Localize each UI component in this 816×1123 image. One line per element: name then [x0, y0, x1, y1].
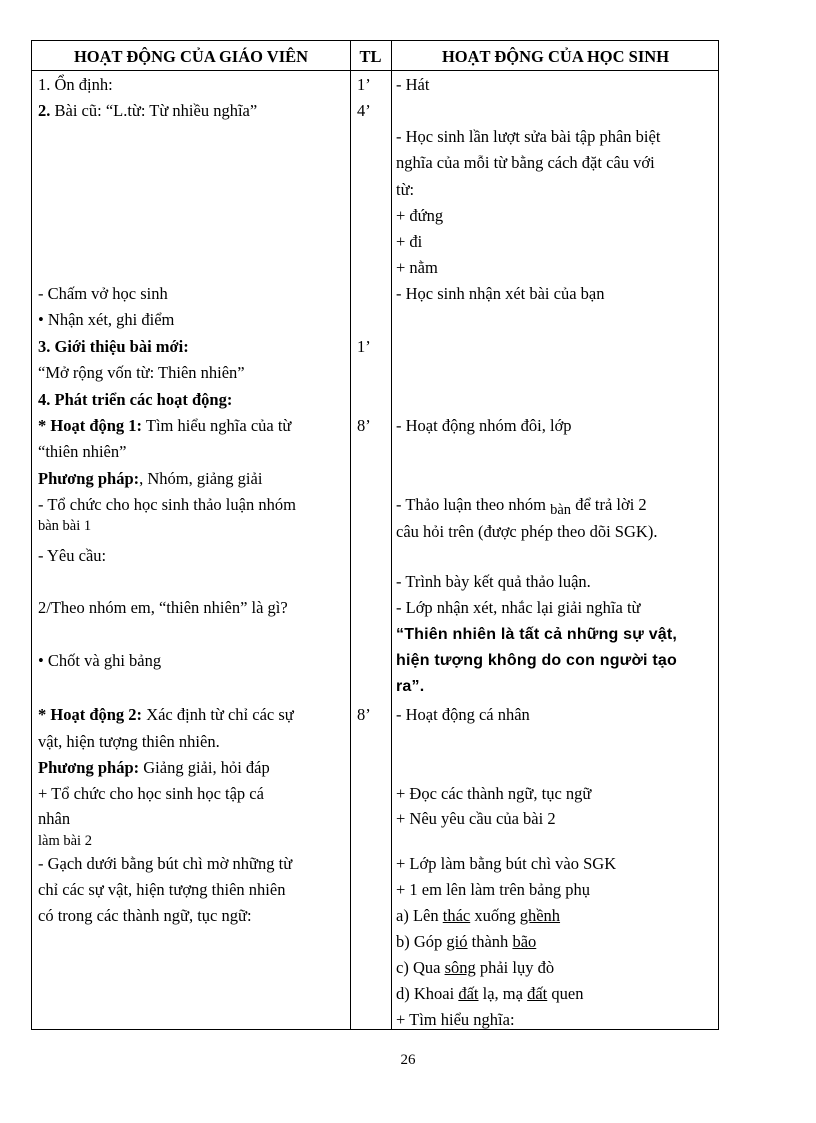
- teacher-line: [38, 75, 113, 95]
- column-divider: [391, 41, 392, 1029]
- proverb-text: thành: [467, 932, 513, 951]
- table-header: [32, 41, 718, 71]
- activity-title: * Hoạt động 1:: [38, 416, 143, 435]
- teacher-line: nhân: [38, 809, 71, 828]
- activity-title: * Hoạt động 2:: [38, 705, 143, 724]
- proverb-text: c) Qua: [396, 958, 445, 977]
- underlined-word: đất: [458, 984, 479, 1003]
- page-number: 26: [400, 1052, 416, 1068]
- teacher-line: [38, 101, 257, 121]
- column-divider: [350, 41, 351, 1029]
- teacher-line: [38, 705, 294, 725]
- teacher-line: có trong các thành ngữ, tục ngữ:: [38, 906, 252, 925]
- definition-line: “Thiên nhiên là tất cả những sự vật,: [396, 626, 678, 643]
- method-label: Phương pháp:: [38, 758, 140, 777]
- method-text: Giảng giải, hỏi đáp: [139, 758, 270, 777]
- underlined-word: sông: [444, 958, 476, 977]
- teacher-line: - Tổ chức cho học sinh thảo luận nhóm: [38, 495, 296, 514]
- underlined-word: bão: [512, 932, 537, 951]
- method-text: , Nhóm, giảng giải: [139, 469, 263, 488]
- student-text: để trả lời 2: [571, 495, 647, 514]
- definition-line: hiện tượng không do con người tạo: [396, 652, 677, 669]
- student-line: câu hỏi trên (được phép theo dõi SGK).: [396, 522, 658, 541]
- activity-text: Tìm hiểu nghĩa của từ: [142, 416, 292, 435]
- student-text: - Thảo luận theo nhóm: [396, 495, 551, 514]
- proverb-line: [396, 906, 560, 926]
- activity-text: Xác định từ chỉ các sự: [142, 705, 294, 724]
- lesson-table: [31, 40, 719, 1030]
- proverb-line: [396, 958, 554, 978]
- student-column-header: HOẠT ĐỘNG CỦA HỌC SINH: [441, 47, 670, 66]
- teacher-line: • Chốt và ghi bảng: [38, 651, 162, 670]
- duration: 4’: [357, 101, 371, 120]
- teacher-line: 2/Theo nhóm em, “thiên nhiên” là gì?: [38, 598, 288, 617]
- teacher-line: [38, 416, 291, 436]
- teacher-line: + Tổ chức cho học sinh học tập cá: [38, 784, 264, 803]
- student-line: nghĩa của mỗi từ bằng cách đặt câu với: [396, 153, 655, 172]
- section-text: Bài cũ: “L.từ: Từ nhiều nghĩa”: [50, 101, 258, 120]
- proverb-text: lạ, mạ: [478, 984, 528, 1003]
- method-label: Phương pháp:: [38, 469, 140, 488]
- student-line: - Lớp nhận xét, nhắc lại giải nghĩa từ: [396, 598, 641, 617]
- student-line: + Đọc các thành ngữ, tục ngữ: [396, 784, 592, 803]
- section-heading: 4. Phát triển các hoạt động:: [38, 390, 233, 409]
- teacher-line: - Yêu cầu:: [38, 546, 107, 565]
- student-line: từ:: [396, 180, 415, 199]
- section-heading: 1. Ổn định:: [38, 75, 113, 94]
- proverb-text: phải lụy đò: [475, 958, 555, 977]
- teacher-line: [38, 758, 270, 778]
- student-line: [396, 495, 647, 516]
- student-line: - Học sinh lần lượt sửa bài tập phân biệt: [396, 127, 661, 146]
- duration: 1’: [357, 337, 371, 356]
- student-line: + 1 em lên làm trên bảng phụ: [396, 880, 590, 899]
- student-line: - Học sinh nhận xét bài của bạn: [396, 284, 605, 303]
- teacher-line: “Mở rộng vốn từ: Thiên nhiên”: [38, 363, 245, 382]
- section-heading: 3. Giới thiệu bài mới:: [38, 337, 189, 356]
- underlined-word: ghềnh: [519, 906, 561, 925]
- student-line: + Lớp làm bằng bút chì vào SGK: [396, 854, 617, 873]
- duration: 1’: [357, 75, 371, 94]
- teacher-line: vật, hiện tượng thiên nhiên.: [38, 732, 220, 751]
- teacher-line: “thiên nhiên”: [38, 442, 127, 461]
- proverb-text: quen: [547, 984, 584, 1003]
- section-number: 2.: [38, 101, 51, 120]
- student-text: bàn: [550, 502, 572, 518]
- underlined-word: gió: [446, 932, 468, 951]
- proverb-text: b) Góp: [396, 932, 447, 951]
- proverb-text: a) Lên: [396, 906, 443, 925]
- teacher-line: bàn bài 1: [38, 518, 92, 534]
- duration: 8’: [357, 705, 371, 724]
- teacher-line: làm bài 2: [38, 833, 92, 849]
- underlined-word: đất: [527, 984, 548, 1003]
- student-line: + đứng: [396, 206, 444, 225]
- duration: 8’: [357, 416, 371, 435]
- teacher-line: • Nhận xét, ghi điểm: [38, 310, 175, 329]
- student-line: + nằm: [396, 258, 438, 277]
- definition-line: ra”.: [396, 678, 425, 695]
- teacher-column-header: HOẠT ĐỘNG CỦA GIÁO VIÊN: [73, 47, 309, 66]
- teacher-line: - Chấm vở học sinh: [38, 284, 168, 303]
- student-line: + Nêu yêu cầu của bài 2: [396, 809, 556, 828]
- underlined-word: thác: [442, 906, 471, 925]
- proverb-text: xuống: [470, 906, 520, 925]
- teacher-line: - Gạch dưới bằng bút chì mờ những từ: [38, 854, 293, 873]
- time-column-header: TL: [359, 47, 382, 66]
- student-line: - Hoạt động nhóm đôi, lớp: [396, 416, 572, 435]
- student-line: + Tìm hiểu nghĩa:: [396, 1010, 515, 1029]
- student-line: + đi: [396, 232, 423, 251]
- proverb-text: d) Khoai: [396, 984, 459, 1003]
- proverb-line: [396, 932, 536, 952]
- proverb-line: [396, 984, 583, 1004]
- teacher-line: [38, 469, 262, 489]
- student-line: - Hoạt động cá nhân: [396, 705, 530, 724]
- student-line: - Trình bày kết quả thảo luận.: [396, 572, 591, 591]
- teacher-line: chỉ các sự vật, hiện tượng thiên nhiên: [38, 880, 286, 899]
- student-line: - Hát: [396, 75, 430, 94]
